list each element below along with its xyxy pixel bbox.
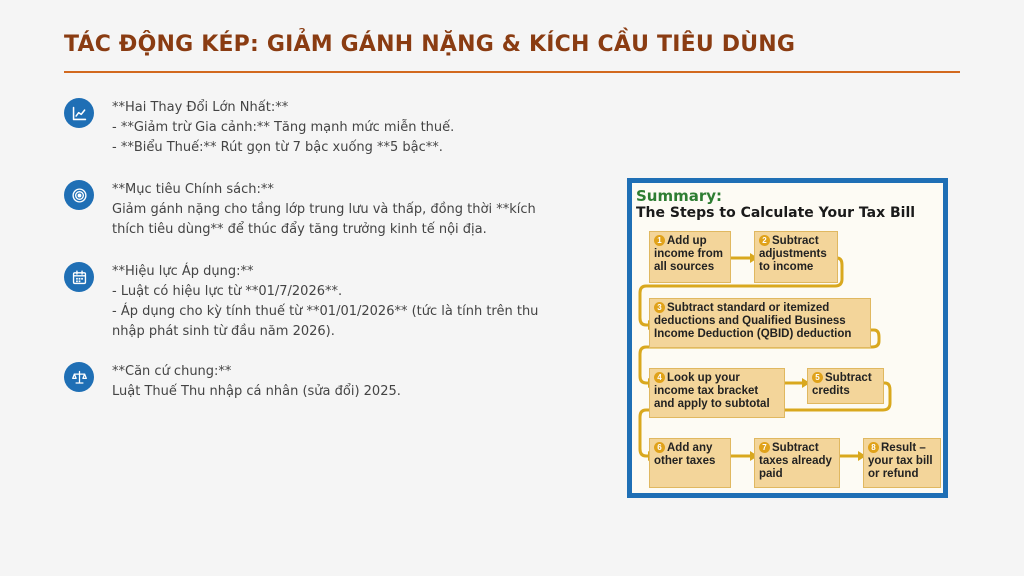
step-text: Subtract adjustments to income xyxy=(759,235,827,273)
calendar-icon xyxy=(64,262,94,292)
step-number: 2 xyxy=(759,235,770,246)
step-5 xyxy=(807,368,884,404)
step-1 xyxy=(649,231,731,283)
tax-steps-infographic xyxy=(627,178,948,498)
step-number: 3 xyxy=(654,302,665,313)
step-3 xyxy=(649,298,871,348)
step-6 xyxy=(649,438,731,488)
section-heading: **Hai Thay Đổi Lớn Nhất:** xyxy=(112,100,289,115)
step-text: Subtract credits xyxy=(812,372,872,397)
step-text: Subtract taxes already paid xyxy=(759,442,832,480)
step-4 xyxy=(649,368,785,418)
title-divider xyxy=(64,71,960,73)
section-heading: **Căn cứ chung:** xyxy=(112,364,232,379)
section-line: - **Giảm trừ Gia cảnh:** Tăng mạnh mức miễn thuế. xyxy=(112,120,455,135)
section-line: Giảm gánh nặng cho tầng lớp trung lưu và thấp, đồng thời **kích xyxy=(112,202,536,217)
section-heading: **Mục tiêu Chính sách:** xyxy=(112,182,274,197)
target-icon xyxy=(64,180,94,210)
scale-icon xyxy=(64,362,94,392)
section-line: thích tiêu dùng** để thúc đẩy tăng trưởng kinh tế nội địa. xyxy=(112,222,487,237)
section-line: Luật Thuế Thu nhập cá nhân (sửa đổi) 2025. xyxy=(112,384,401,399)
section-heading: **Hiệu lực Áp dụng:** xyxy=(112,264,254,279)
summary-label: Summary: xyxy=(636,187,723,205)
step-number: 5 xyxy=(812,372,823,383)
section-line: - Áp dụng cho kỳ tính thuế từ **01/01/2026** (tức là tính trên thu xyxy=(112,304,539,319)
step-8 xyxy=(863,438,941,488)
step-text: Add up income from all sources xyxy=(654,235,724,273)
step-number: 1 xyxy=(654,235,665,246)
section-line: - Luật có hiệu lực từ **01/7/2026**. xyxy=(112,284,343,299)
step-text: Result – your tax bill or refund xyxy=(868,442,933,480)
step-7 xyxy=(754,438,840,488)
infographic-heading: The Steps to Calculate Your Tax Bill xyxy=(636,205,916,221)
step-number: 8 xyxy=(868,442,879,453)
step-number: 6 xyxy=(654,442,665,453)
section-line: nhập phát sinh từ đầu năm 2026). xyxy=(112,324,335,339)
step-number: 7 xyxy=(759,442,770,453)
trend-chart-icon xyxy=(64,98,94,128)
step-text: Subtract standard or itemized deductions and Qualified Business Income Deduction (QBID) deduction xyxy=(654,302,852,340)
step-2 xyxy=(754,231,838,283)
step-text: Add any other taxes xyxy=(654,442,716,467)
step-number: 4 xyxy=(654,372,665,383)
step-text: Look up your income tax bracket and apply to subtotal xyxy=(654,372,770,410)
page-title: TÁC ĐỘNG KÉP: GIẢM GÁNH NẶNG & KÍCH CẦU TIÊU DÙNG xyxy=(64,32,796,57)
section-line: - **Biểu Thuế:** Rút gọn từ 7 bậc xuống **5 bậc**. xyxy=(112,140,443,155)
